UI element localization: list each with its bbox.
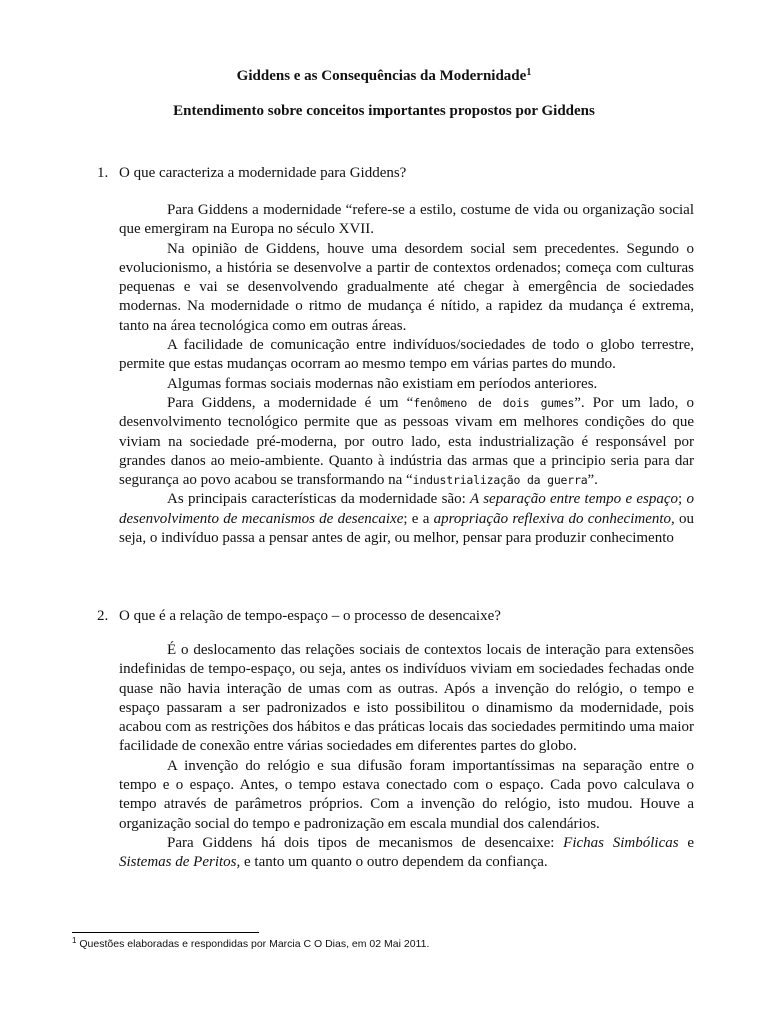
text-run: Para Giddens há dois tipos de mecanismos de desencaixe: — [167, 834, 564, 851]
text-run: Para Giddens, a modernidade é um “ — [167, 394, 414, 411]
emphasis: Fichas Simbólicas — [563, 834, 679, 851]
text-run: e tanto um quanto o outro dependem da confiança. — [240, 854, 548, 871]
answer-1-paragraph-6 — [119, 490, 694, 548]
emphasis: apropriação reflexiva do conhecimento — [433, 510, 672, 527]
text-run: As principais características da modernidade são: — [167, 491, 471, 508]
question-1-heading — [97, 163, 406, 183]
footnote — [72, 937, 429, 951]
quoted-term: industrialização da guerra — [412, 473, 588, 488]
footnote-mark: 1 — [72, 936, 77, 945]
text-run: , ou seja, o indivíduo passa a pensar antes de agir, ou melhor, pensar para produzir conhecimento — [119, 510, 695, 547]
answer-1-paragraph-1: Para Giddens a modernidade “refere-se a estilo, costume de vida ou organização social que emergiram na Europa no século XVII. — [119, 202, 694, 238]
question-1-number: 1. — [97, 165, 109, 181]
document-subtitle: Entendimento sobre conceitos importantes propostos por Giddens — [173, 103, 595, 119]
footnote-separator — [72, 932, 259, 933]
emphasis: Sistemas de Peritos, — [119, 854, 241, 871]
answer-2-paragraph-2: A invenção do relógio e sua difusão foram importantíssimas na separação entre o tempo e o espaço. Antes, o tempo estava conectado com o espaço. Cada povo calculava o tempo através de parâmetros próprios. Com a invenção do relógio, isto mudou. Houve a organização social do tempo e padronização em escala mundial dos calendários. — [119, 757, 694, 832]
text-run: ; — [678, 491, 687, 508]
text-run: ”. — [587, 472, 598, 489]
emphasis: A separação entre tempo e espaço — [470, 491, 679, 508]
emphasis: o desenvolvimento de mecanismos de desencaixe — [119, 491, 694, 527]
question-2-text: O que é a relação de tempo-espaço – o processo de desencaixe? — [119, 608, 501, 624]
answer-1-paragraph-5 — [119, 394, 694, 490]
text-run: ; e a — [403, 510, 434, 527]
answer-1 — [119, 201, 694, 548]
footnote-reference-mark: 1 — [526, 67, 532, 78]
answer-2-paragraph-1: É o deslocamento das relações sociais de contextos locais de interação para extensões indefinidas de tempo-espaço, ou seja, antes os indivíduos viviam em sociedades fechadas onde quase não havia interação de umas com as outras. Após a invenção do relógio, o tempo e espaço passaram a ser padronizados e isto possibilitou o dinamismo da modernidade, pois acabou com as restrições dos hábitos e das práticas locais das sociedades permitindo uma maior facilidade de conexão entre várias sociedades em diferentes partes do globo. — [119, 642, 694, 755]
answer-1-paragraph-2: Na opinião de Giddens, houve uma desordem social sem precedentes. Segundo o evolucionismo, a história se desenvolve a partir de contextos ordenados; começa com culturas pequenas e vai se desenvolvendo gradualmente até chegar à emergência de sociedades modernas. Na modernidade o ritmo de mudança é nítido, a rapidez da mudança é extrema, tanto na área tecnológica como em outras áreas. — [119, 240, 694, 334]
text-run: ”. Por um lado, o desenvolvimento tecnológico permite que as pessoas vivam em melhores condições do que viviam na sociedade pré-moderna, por outro lado, esta industrialização é responsável por grandes danos ao meio-ambiente. Quanto à indústria das armas que a principio seria para dar segurança ao povo acabou se transformando na “ — [119, 394, 694, 489]
answer-1-paragraph-4: Algumas formas sociais modernas não existiam em períodos anteriores. — [167, 375, 598, 392]
answer-2-paragraph-3 — [119, 834, 694, 873]
question-1-text: O que caracteriza a modernidade para Giddens? — [119, 165, 407, 181]
footnote-text: Questões elaboradas e respondidas por Marcia C O Dias, em 02 Mai 2011. — [76, 938, 430, 950]
quoted-term: fenômeno de dois gumes — [413, 395, 575, 410]
answer-1-paragraph-3: A facilidade de comunicação entre indivíduos/sociedades de todo o globo terrestre, permite que estas mudanças ocorram ao mesmo tempo em várias partes do mundo. — [119, 337, 694, 373]
question-2-number: 2. — [97, 608, 109, 624]
question-2-heading — [97, 606, 501, 626]
document-title — [0, 66, 768, 86]
text-run: e — [678, 834, 694, 851]
answer-2 — [119, 641, 694, 873]
title-text: Giddens e as Consequências da Modernidade — [236, 68, 527, 84]
